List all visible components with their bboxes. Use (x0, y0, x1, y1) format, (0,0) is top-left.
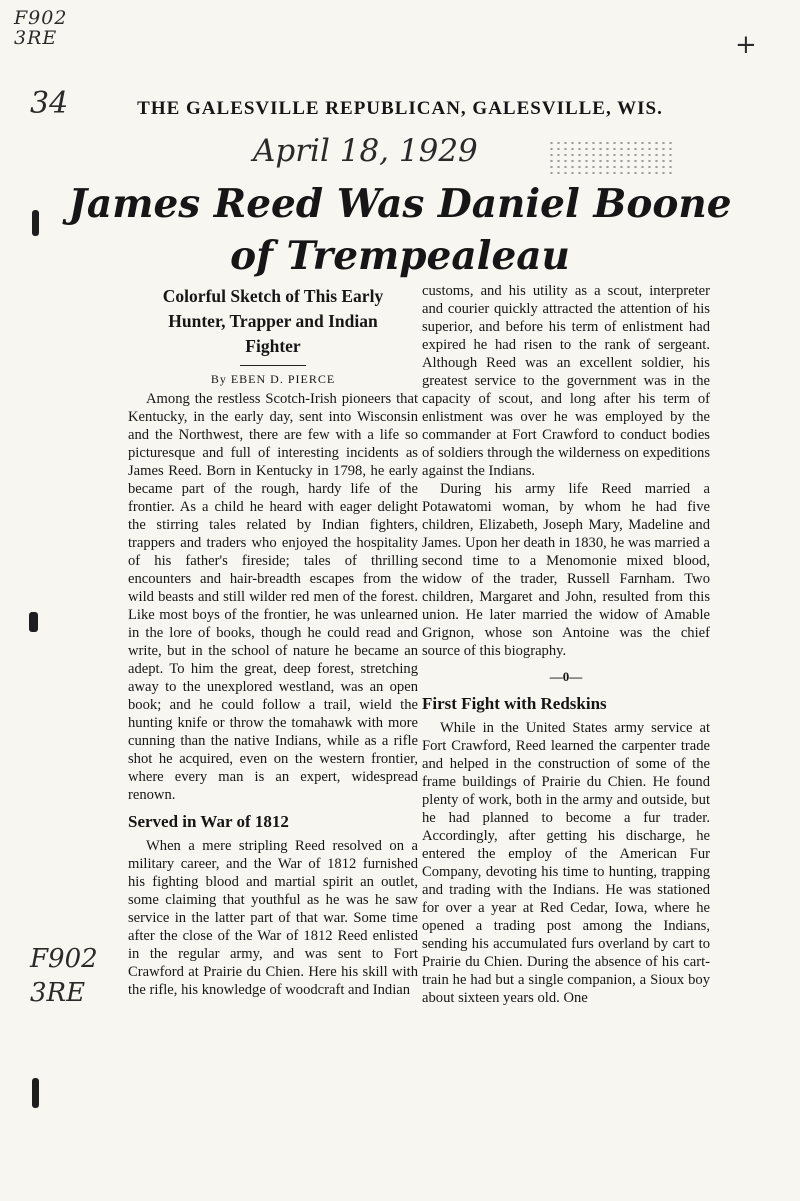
newspaper-masthead: THE GALESVILLE REPUBLICAN, GALESVILLE, WIS. (137, 98, 663, 119)
article-deck (128, 284, 418, 359)
deck-line: Hunter, Trapper and Indian (168, 311, 378, 331)
deck-rule (240, 365, 306, 366)
byline: By EBEN D. PIERCE (210, 372, 336, 386)
article-paragraph: While in the United States army service at Fort Crawford, Reed learned the carpenter trade and helped in the construction of some of the frame buildings of Prairie du Chien. He found plenty of work, both in the army and outside, but he had planned to become a fur trader. Accordingly, after getting his discharge, he entered the employ of the American Fur Company, devoting his time to hunting, trapping and trading with the Indians. He was stationed for over a year at Red Cedar, Iowa, where he opened a trading post among the Indians, sending his accumulated furs overland by cart to Prairie du Chien. During the absence of his cart-train he had but a single companion, a Sioux boy about sixteen years old. One (422, 720, 710, 1006)
section-subhead: First Fight with Redskins (422, 694, 607, 713)
handwritten-page-number: 34 (30, 86, 69, 121)
handwritten-catalog-note-top (14, 8, 67, 48)
article-paragraph: During his army life Reed married a Potawatomi woman, by whom he had five children, Elizabeth, Joseph Mary, Madeline and James. Upon her death in 1830, he was married a second time to a Menomonie mixed blood, widow of the trader, Russell Farnham. Two children, Margaret and John, resulted from this union. He later married the widow of Amable Grignon, whose son Antoine was the chief source of this biography. (422, 481, 710, 659)
headline-line: of Trempealeau (230, 233, 570, 279)
headline-line: James Reed Was Daniel Boone (68, 181, 732, 227)
section-subhead: Served in War of 1812 (128, 812, 289, 831)
deck-line: Fighter (245, 336, 301, 356)
article-paragraph-continued: customs, and his utility as a scout, interpreter and courier quickly attracted the attention of his superior, and before his term of enlistment had expired he had risen to the rank of sergeant. Although Reed was an excellent soldier, his greatest service to the government was in the capacity of scout, and long after his term of enlistment was over he was employed by the commander at Fort Crawford to conduct bodies of soldiers through the wilderness on expeditions against the Indians. (422, 283, 710, 479)
handwritten-code: 3RE (14, 27, 58, 49)
handwritten-code: 3RE (30, 978, 86, 1008)
handwritten-code: F902 (14, 7, 68, 29)
article-paragraph: When a mere stripling Reed resolved on a military career, and the War of 1812 furnished his fighting blood and martial spirit an outlet, some claiming that youthful as he was he saw service in the latter part of that war. Some time after the close of the War of 1812 Reed enlisted in the regular army, and was sent to Fort Crawford at Prairie du Chien. Here his skill with the rifle, his knowledge of woodcraft and Indian (128, 838, 418, 998)
handwritten-code: F902 (30, 944, 98, 974)
section-separator: —0— (549, 669, 583, 684)
deck-line: Colorful Sketch of This Early (162, 286, 384, 306)
article-column-left (128, 282, 418, 999)
handwritten-plus-mark: + (735, 30, 757, 60)
handwritten-catalog-note-margin (30, 942, 98, 1010)
stamp-dots (548, 140, 676, 174)
handwritten-date: April 18, 1929 (253, 133, 478, 169)
article-column-right (422, 282, 710, 1007)
article-headline (0, 178, 800, 282)
margin-ink-mark (32, 1078, 39, 1108)
article-paragraph: Among the restless Scotch-Irish pioneers that Kentucky, in the early day, sent into Wisconsin and the Northwest, there are few with a life so picturesque and full of interesting incidents as James Reed. Born in Kentucky in 1798, he early became part of the rough, hardy life of the frontier. As a child he heard with eager delight the stirring tales related by Indian fighters, trappers and traders who enjoyed the hospitality of his father's fireside; tales of thrilling encounters and hair-breadth escapes from the wild beasts and still wilder red men of the forest. Like most boys of the frontier, he was unlearned in the lore of books, though he could read and write, but in the school of nature he became an adept. To him the great, deep forest, stretching away to the unexplored westland, was an open book; and he could follow a trail, wield the hunting knife or throw the tomahawk with more cunning than the native Indians, while as a rifle shot he acquired, even on the western frontier, where every man is an expert, widespread renown. (128, 391, 418, 803)
margin-ink-mark (29, 612, 38, 632)
